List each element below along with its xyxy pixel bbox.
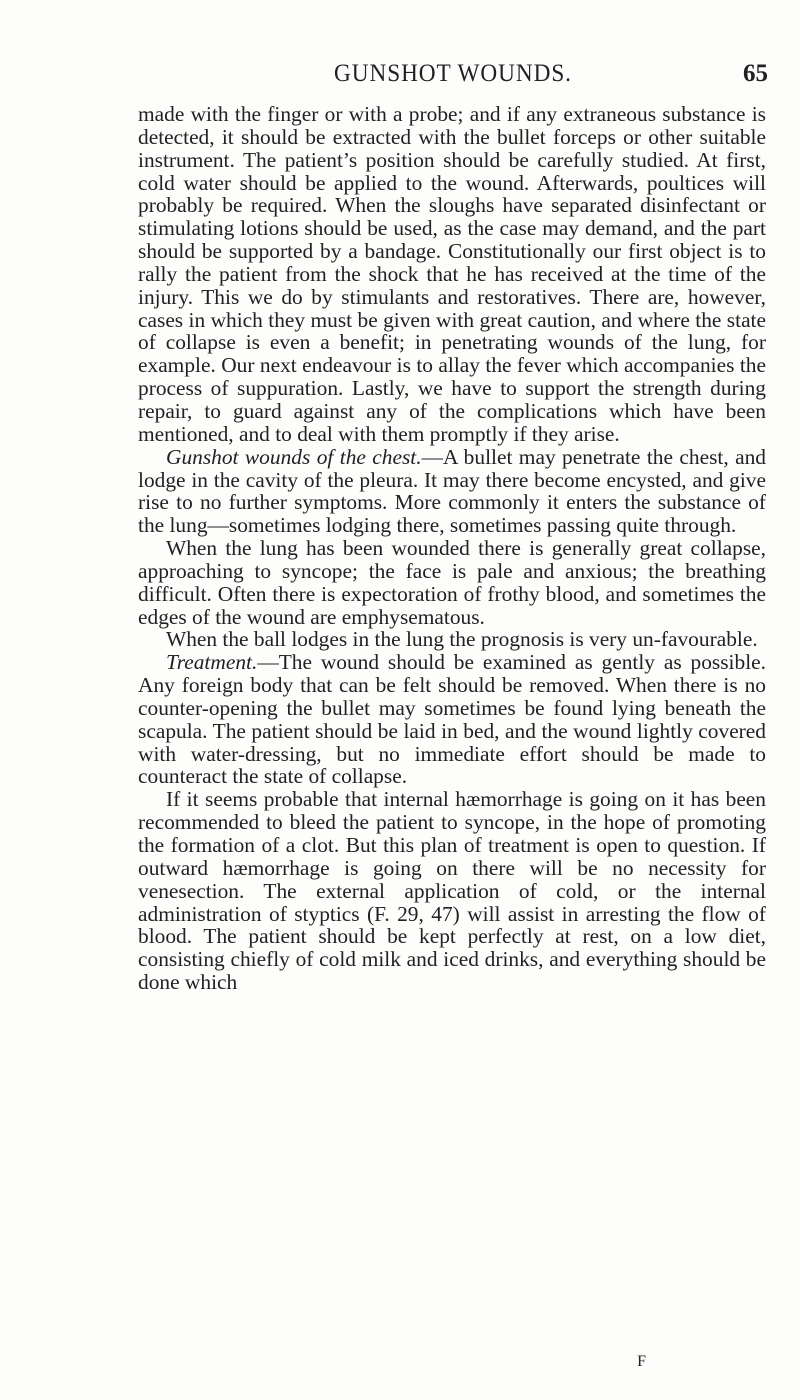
paragraph-chest-wounds	[138, 446, 766, 537]
paragraph-treatment	[138, 651, 766, 788]
paragraph-haemorrhage: If it seems probable that internal hæmorrhage is going on it has been recommended to bleed the patient to syncope, in the hope of promoting the formation of a clot. But this plan of treatment is open to question. If outward hæmorrhage is going on there will be no necessity for venesection. The external application of cold, or the internal administration of styptics (F. 29, 47) will assist in arresting the flow of blood. The patient should be kept perfectly at rest, on a low diet, consisting chiefly of cold milk and iced drinks, and everything should be done which	[138, 787, 766, 995]
paragraph-chest-text: —A bullet may penetrate the chest, and lodge in the cavity of the pleura. It may there become encysted, and give rise to no further symptoms. More commonly it enters the substance of the lung—sometimes lodging there, sometimes passing quite through.	[138, 444, 766, 538]
paragraph-lung-wounded: When the lung has been wounded there is generally great collapse, approaching to syncope; the face is pale and anxious; the breathing difficult. Often there is expectoration of frothy blood, and sometimes the edges of the wound are emphysematous.	[138, 536, 766, 629]
paragraph-prognosis: When the ball lodges in the lung the prognosis is very un-favourable.	[166, 627, 758, 652]
page-header	[138, 58, 768, 92]
section-heading-chest: Gunshot wounds of the chest.	[166, 444, 422, 469]
page-number: 65	[743, 60, 768, 87]
body-text	[138, 103, 766, 994]
footer	[138, 1353, 766, 1373]
section-heading-treatment: Treatment.	[166, 650, 258, 675]
signature-mark: F	[637, 1353, 646, 1370]
running-title: GUNSHOT WOUNDS.	[334, 60, 572, 87]
paragraph-1: made with the finger or with a probe; and if any extraneous substance is detected, it should be extracted with the bullet forceps or other suitable instrument. The patient’s position should be carefully studied. At first, cold water should be applied to the wound. Afterwards, poultices will probably be required. When the sloughs have separated disinfectant or stimulating lotions should be used, as the case may demand, and the part should be supported by a bandage. Constitutionally our first object is to rally the patient from the shock that he has received at the time of the injury. This we do by stimulants and restoratives. There are, however, cases in which they must be given with great caution, and where the state of collapse is even a benefit; in penetrating wounds of the lung, for example. Our next endeavour is to allay the fever which accompanies the process of suppuration. Lastly, we have to support the strength during repair, to guard against any of the complications which have been mentioned, and to deal with them promptly if they arise.	[138, 102, 766, 446]
paragraph-treatment-text: —The wound should be examined as gently as possible. Any foreign body that can be felt should be removed. When there is no counter-opening the bullet may sometimes be found lying beneath the scapula. The patient should be laid in bed, and the wound lightly covered with water-dressing, but no immediate effort should be made to counteract the state of collapse.	[138, 650, 766, 789]
